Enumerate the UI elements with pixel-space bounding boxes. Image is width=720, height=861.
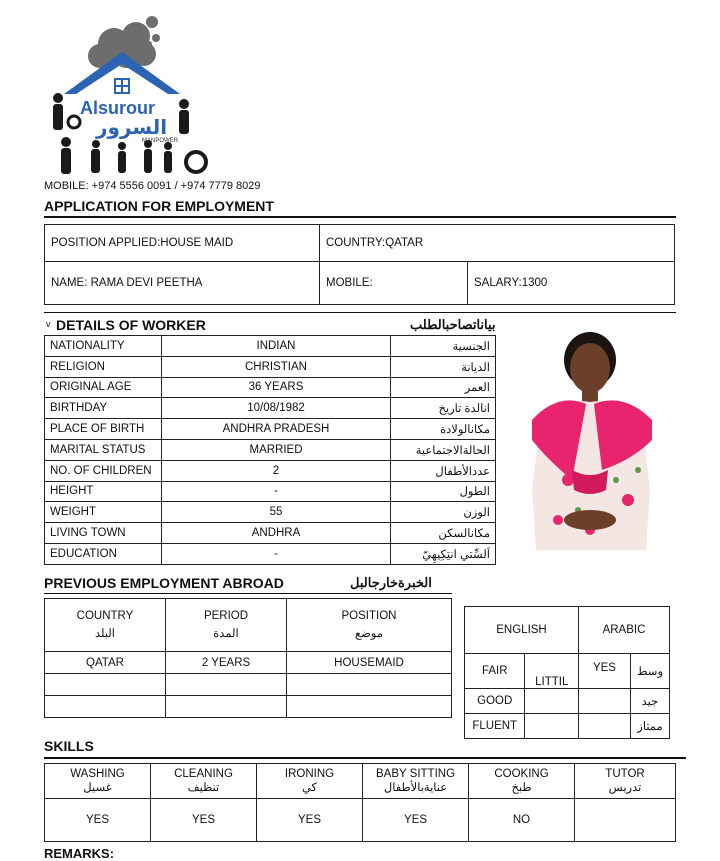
skill-cooking: COOKING طبخ [469,764,575,799]
language-english-value [525,689,579,714]
mobile-line: MOBILE: +974 5556 0091 / +974 7779 8029 [44,180,261,192]
employment-cell [287,674,452,696]
employment-row [45,652,452,674]
skill-baby-sitting: BABY SITTING عنايةبالأطفال [363,764,469,799]
language-arabic-value [579,714,631,739]
employment-title-arabic: الخبرةخارجالبل [350,575,432,590]
detail-label-arabic: عددالأطفال [391,460,496,481]
detail-label-arabic: مكانالولادة [391,419,496,440]
employment-cell [45,674,166,696]
section-rule [44,312,676,313]
detail-value: 55 [162,502,391,523]
detail-label-arabic: العمر [391,377,496,398]
detail-label-arabic: الديانة [391,356,496,377]
skill-value: YES [151,799,257,842]
country-applied: COUNTRY:QATAR [320,225,675,262]
language-level-en: FLUENT [465,714,525,739]
detail-label: MARITAL STATUS [45,439,162,460]
position-applied: POSITION APPLIED:HOUSE MAID [45,225,320,262]
detail-value: 2 [162,460,391,481]
detail-label-arabic: اَلسِّتي انتِكِيهِيّ [391,543,496,564]
detail-label-arabic: مكانالسكن [391,523,496,544]
details-title-arabic: بياناتصاحبالطلب [410,317,496,332]
skills-values-row [45,799,676,842]
skill-value: YES [363,799,469,842]
language-arabic-value: YES [579,654,631,689]
employment-header-position: POSITION موضع [287,599,452,652]
employment-cell [166,674,287,696]
applicant-salary: SALARY:1300 [468,262,675,305]
details-row [45,356,496,377]
logo-sub: MANPOWER [142,138,178,144]
details-table [44,335,496,565]
employment-cell: 2 YEARS [166,652,287,674]
applicant-info-table [44,224,675,305]
language-level-ar: وسط [630,654,669,689]
company-logo [44,14,214,182]
languages-table [464,606,670,739]
employment-cell: HOUSEMAID [287,652,452,674]
detail-value: - [162,481,391,502]
employment-title: PREVIOUS EMPLOYMENT ABROAD [44,575,284,591]
language-level-en: GOOD [465,689,525,714]
details-row [45,481,496,502]
language-english-header: ENGLISH [465,607,579,654]
details-marker: v [46,319,51,329]
employment-header-period: PERIOD المدة [166,599,287,652]
skill-ironing: IRONING كي [257,764,363,799]
details-row [45,419,496,440]
language-arabic-header: ARABIC [579,607,670,654]
details-row [45,543,496,564]
detail-label: BIRTHDAY [45,398,162,419]
employment-rule [44,593,452,594]
skill-washing: WASHING غسيل [45,764,151,799]
logo-text: Alsurour [80,98,156,118]
detail-label: PLACE OF BIRTH [45,419,162,440]
skills-title: SKILLS [44,738,94,754]
details-title: DETAILS OF WORKER [56,317,206,333]
detail-label-arabic: الحالةالاجتماعية [391,439,496,460]
skills-rule [44,757,686,759]
language-english-value: LITTIL [525,654,579,689]
detail-label-arabic: انالدة تاريخ [391,398,496,419]
detail-label-arabic: الطول [391,481,496,502]
employment-header-country: COUNTRY البلد [45,599,166,652]
employment-cell: QATAR [45,652,166,674]
employment-table [44,598,452,718]
detail-value: 36 YEARS [162,377,391,398]
details-row [45,502,496,523]
detail-value: ANDHRA [162,523,391,544]
skill-tutor: TUTOR تدريس [575,764,676,799]
detail-label: ORIGINAL AGE [45,377,162,398]
detail-label: RELIGION [45,356,162,377]
page-title: APPLICATION FOR EMPLOYMENT [44,198,274,214]
skill-value [575,799,676,842]
skill-cleaning: CLEANING تنظيف [151,764,257,799]
detail-label: EDUCATION [45,543,162,564]
details-row [45,523,496,544]
logo-arabic: السرور [96,115,168,139]
details-row [45,439,496,460]
language-arabic-value [579,689,631,714]
language-level-ar: جيد [630,689,669,714]
language-level-ar: ممتاز [630,714,669,739]
language-english-value [525,714,579,739]
language-level-row [465,714,670,739]
detail-label: NATIONALITY [45,336,162,357]
language-level-row [465,654,670,689]
skill-value: YES [257,799,363,842]
worker-photo [528,330,656,550]
employment-cell [166,696,287,718]
skill-value: NO [469,799,575,842]
language-level-row [465,689,670,714]
detail-value: MARRIED [162,439,391,460]
detail-value: - [162,543,391,564]
detail-value: INDIAN [162,336,391,357]
detail-label-arabic: الجنسية [391,336,496,357]
employment-row [45,674,452,696]
details-row [45,336,496,357]
details-row [45,377,496,398]
employment-row [45,696,452,718]
detail-label: NO. OF CHILDREN [45,460,162,481]
detail-value: 10/08/1982 [162,398,391,419]
details-row [45,460,496,481]
language-level-en: FAIR [465,654,525,689]
detail-value: ANDHRA PRADESH [162,419,391,440]
applicant-name: NAME: RAMA DEVI PEETHA [45,262,320,305]
skills-table [44,763,676,842]
detail-label: WEIGHT [45,502,162,523]
details-row [45,398,496,419]
title-rule [44,216,676,218]
detail-label: LIVING TOWN [45,523,162,544]
applicant-mobile: MOBILE: [320,262,468,305]
detail-label: HEIGHT [45,481,162,502]
skill-value: YES [45,799,151,842]
detail-label-arabic: الوزن [391,502,496,523]
remarks-label: REMARKS: [44,846,115,861]
employment-cell [45,696,166,718]
employment-cell [287,696,452,718]
detail-value: CHRISTIAN [162,356,391,377]
